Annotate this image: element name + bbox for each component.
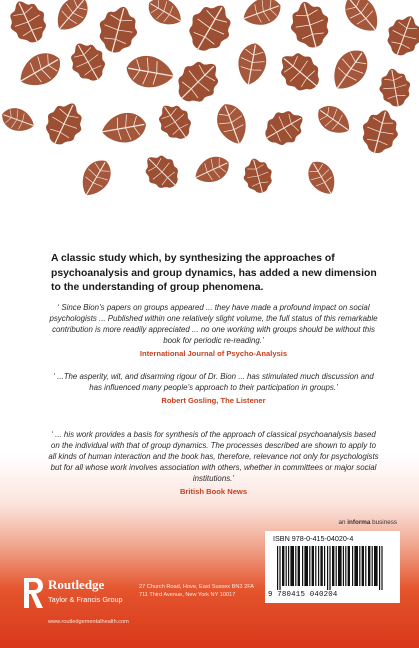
informa-brand: informa — [347, 519, 371, 526]
review-quote-text: ‘ ...The asperity, wit, and disarming rigour of Dr. Bion ... has stimulated much discussion and has influenced many people’s approach to their participation in groups.’ — [53, 372, 374, 392]
review-quote-2 — [46, 372, 381, 407]
barcode-icon — [271, 546, 394, 590]
review-quote-source: British Book News — [179, 486, 248, 496]
isbn-label: ISBN 978-0-415-04020-4 — [273, 534, 354, 543]
blurb-headline: A classic study which, by synthesizing the approaches of psychoanalysis and group dynamics, has added a new dimension to the understanding of group phenomena. — [51, 253, 377, 294]
barcode-digits: 9 780415 040204 — [268, 591, 338, 599]
review-quote-text: ‘ ... his work provides a basis for synthesis of the approach of classical psychoanalysis based on the individual with that of group dynamics. The processes described are shown to apply to all kinds of human interaction and the book has, therefore, relevance not only for psychologists but for all whose work involves association with others, whether in committees or major social institutions.’ — [48, 430, 379, 483]
publisher-address — [139, 583, 259, 600]
informa-business-label — [339, 519, 397, 526]
review-quote-text: ‘ Since Bion’s papers on groups appeared ... they have made a profound impact on social psychologists ... Published within one relatively slight volume, the full status of this remarkable contribution is more readily appreciated ... no one working with groups should be without this book for periodic re-reading.’ — [49, 303, 378, 345]
informa-suffix: business — [370, 519, 397, 526]
review-quote-1 — [46, 303, 381, 360]
publisher-group: Taylor & Francis Group — [48, 595, 123, 604]
routledge-logo-icon — [22, 576, 44, 610]
falling-leaves-illustration — [0, 0, 419, 215]
publisher-name: Routledge — [48, 577, 105, 592]
isbn-barcode-box — [265, 531, 400, 603]
review-quote-3 — [46, 430, 381, 497]
review-quote-source: International Journal of Psycho-Analysis — [139, 348, 288, 358]
address-line: 711 Third Avenue, New York NY 10017 — [139, 592, 236, 599]
address-line: 27 Church Road, Hove, East Sussex BN3 2FA — [139, 584, 255, 590]
publisher-website-link[interactable]: www.routledgementalhealth.com — [48, 619, 129, 625]
informa-prefix: an — [338, 519, 348, 526]
review-quote-source: Robert Gosling, The Listener — [161, 395, 266, 405]
